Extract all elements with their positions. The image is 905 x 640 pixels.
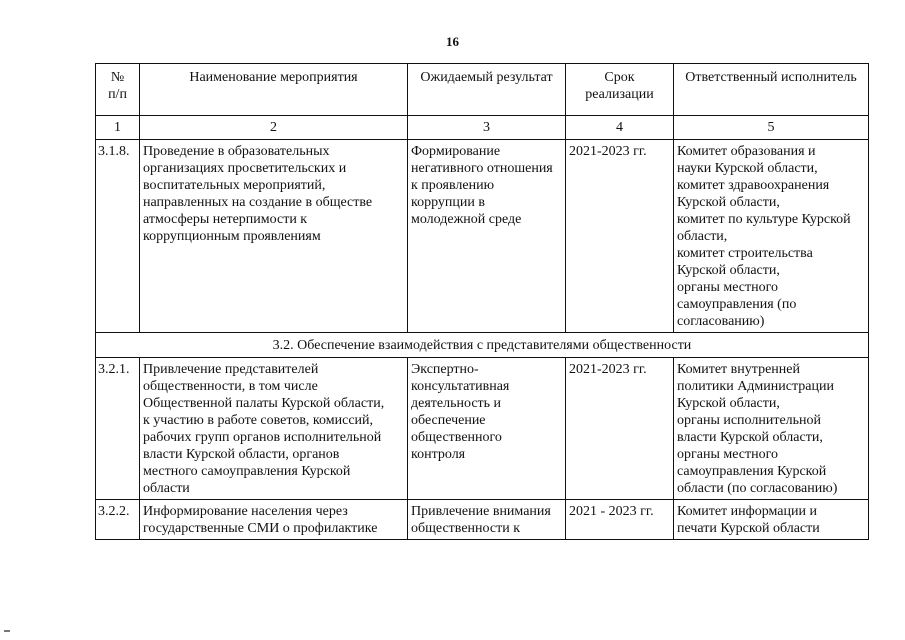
measures-table <box>95 63 869 540</box>
column-number: 3 <box>408 116 566 140</box>
table-row <box>96 500 869 540</box>
executor: Комитет внутренней политики Администрации Курской области, органы исполнительной власти Курской области, органы местного самоуправления Курской области (по согласованию) <box>674 358 869 500</box>
expected-result: Формирование негативного отношения к проявлению коррупции в молодежной среде <box>408 140 566 333</box>
term: 2021-2023 гг. <box>566 358 674 500</box>
header-measure-name: Наименование мероприятия <box>140 64 408 116</box>
column-number: 4 <box>566 116 674 140</box>
header-term: Срок реализации <box>566 64 674 116</box>
table-header-row <box>96 64 869 116</box>
measure-name: Привлечение представителей общественности, в том числе Общественной палаты Курской области, к участию в работе советов, комиссий, рабочих групп органов исполнительной власти Курской области, органов местного самоуправления Курской области <box>140 358 408 500</box>
scan-artifact <box>4 630 10 632</box>
table-row <box>96 358 869 500</box>
column-number: 5 <box>674 116 869 140</box>
executor: Комитет образования и науки Курской области, комитет здравоохранения Курской области, комитет по культуре Курской области, комитет строительства Курской области, органы местного самоуправления (по согласованию) <box>674 140 869 333</box>
row-number: 3.2.1. <box>96 358 140 500</box>
header-number: № п/п <box>96 64 140 116</box>
header-expected-result: Ожидаемый результат <box>408 64 566 116</box>
expected-result: Экспертно- консультативная деятельность и обеспечение общественного контроля <box>408 358 566 500</box>
section-row <box>96 333 869 358</box>
executor: Комитет информации и печати Курской области <box>674 500 869 540</box>
header-executor: Ответственный исполнитель <box>674 64 869 116</box>
page-number: 16 <box>446 34 459 49</box>
section-title: 3.2. Обеспечение взаимодействия с представителями общественности <box>96 333 869 358</box>
column-number: 2 <box>140 116 408 140</box>
table-row <box>96 140 869 333</box>
column-number: 1 <box>96 116 140 140</box>
measure-name: Проведение в образовательных организациях просветительских и воспитательных мероприятий, направленных на создание в обществе атмосферы нетерпимости к коррупционным проявлениям <box>140 140 408 333</box>
row-number: 3.1.8. <box>96 140 140 333</box>
measure-name: Информирование населения через государственные СМИ о профилактике <box>140 500 408 540</box>
term: 2021 - 2023 гг. <box>566 500 674 540</box>
term: 2021-2023 гг. <box>566 140 674 333</box>
column-numbers-row <box>96 116 869 140</box>
row-number: 3.2.2. <box>96 500 140 540</box>
expected-result: Привлечение внимания общественности к <box>408 500 566 540</box>
